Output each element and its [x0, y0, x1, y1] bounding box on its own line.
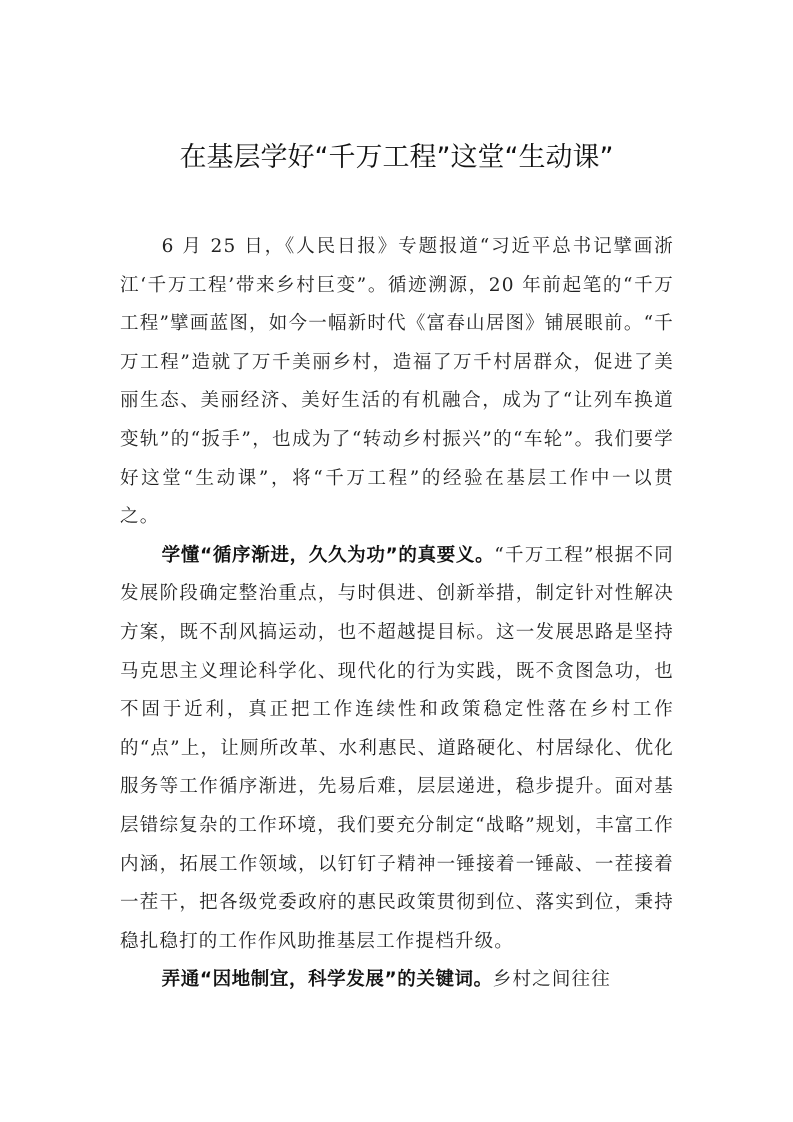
paragraph-1-text: 6 月 25 日，《人民日报》专题报道“习近平总书记擘画浙江‘千万工程’带来乡村巨变”。循迹溯源，20 年前起笔的“千万工程”擘画蓝图，如今一幅新时代《富春山居图》铺展眼前。“千万工程”造就了万千美丽乡村，造福了万千村居群众，促进了美丽生态、美丽经济、美好生活的有机融合，成为了“让列车换道变轨”的“扳手”，也成为了“转动乡村振兴”的“车轮”。我们要学好这堂“生动课”，将“千万工程”的经验在基层工作中一以贯之。 [120, 236, 674, 528]
paragraph-3-lead: 弄通“因地制宜，科学发展”的关键词。 [161, 969, 493, 991]
paragraph-2-lead: 学懂“循序渐进，久久为功”的真要义。 [161, 544, 495, 566]
document-body [120, 228, 674, 1000]
paragraph-2-text: “千万工程”根据不同发展阶段确定整治重点，与时俱进、创新举措，制定针对性解决方案，既不刮风搞运动，也不超越提目标。这一发展思路是坚持马克思主义理论科学化、现代化的行为实践，既不贪图急功，也不固于近利，真正把工作连续性和政策稳定性落在乡村工作的“点”上，让厕所改革、水利惠民、道路硬化、村居绿化、优化服务等工作循序渐进，先易后难，层层递进，稳步提升。面对基层错综复杂的工作环境，我们要充分制定“战略”规划，丰富工作内涵，拓展工作领域，以钉钉子精神一锤接着一锤敲、一茬接着一茬干，把各级党委政府的惠民政策贯彻到位、落实到位，秉持稳扎稳打的工作作风助推基层工作提档升级。 [120, 544, 674, 952]
paragraph-3-text: 乡村之间往往 [492, 969, 611, 991]
paragraph-2 [120, 537, 674, 962]
paragraph-3 [120, 961, 674, 1000]
document-title: 在基层学好“千万工程”这堂“生动课” [179, 142, 614, 173]
paragraph-1 [120, 228, 674, 537]
